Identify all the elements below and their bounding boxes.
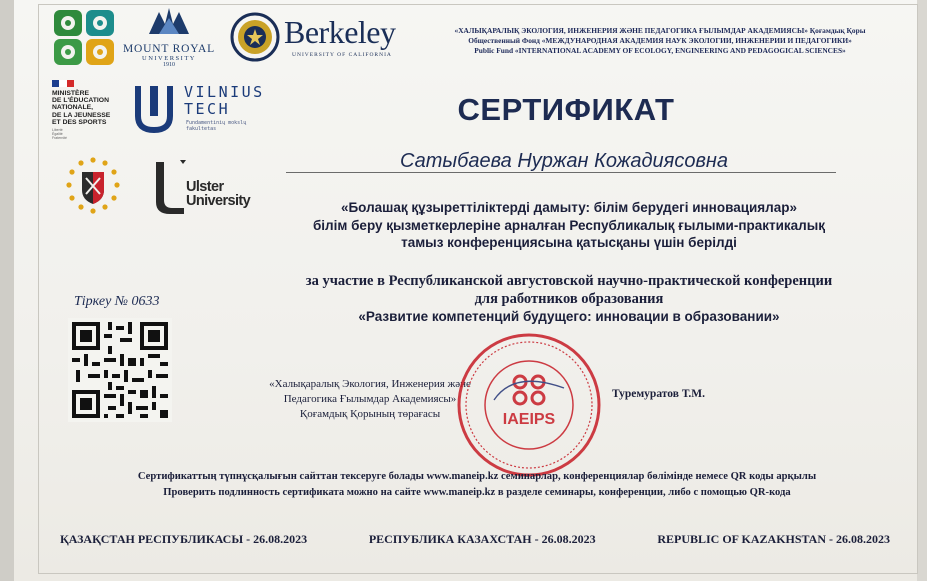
berkeley-name: Berkeley — [284, 14, 396, 50]
vilnius-name: VILNIUS TECH — [184, 83, 265, 118]
eu-stars-icon — [62, 154, 124, 218]
award-text-kz: «Болашақ құзыреттіліктерді дамыту: білім берудегі инновациялар» білім беру қызметкерлеріне арналған Республикалық ғылыми-практикалық тамыз конференциясына қатысқаны үшін берілді — [312, 200, 826, 250]
ministry-motto: Liberté Égalité Fraternité — [52, 128, 67, 141]
ministry-text: MINISTÈRE DE L'ÉDUCATION NATIONALE, DE LA JEUNESSE ET DES SPORTS — [52, 90, 111, 126]
award-text-ru: за участие в Республиканской августовской научно-практической конференции для работников образования «Развитие компетенций будущего: инновации в образовании» — [305, 273, 833, 324]
mount-royal-sub: UNIVERSITY — [142, 55, 196, 62]
certificate-title: СЕРТИФИКАТ — [457, 92, 675, 127]
berkeley-logo — [230, 12, 410, 62]
stamp-text: IAEIPS — [502, 411, 556, 428]
berkeley-seal-icon — [230, 12, 280, 62]
academy-line-ru: Общественный Фонд «МЕЖДУНАРОДНАЯ АКАДЕМИЯ НАУК ЭКОЛОГИИ, ИНЖЕНЕРИИ И ПЕДАГОГИКИ» — [468, 36, 852, 45]
footer-ru: РЕСПУБЛИКА КАЗАХСТАН - 26.08.2023 — [368, 532, 596, 546]
signer-name: Туремуратов Т.М. — [612, 388, 705, 400]
verification-ru: Проверить подлинность сертификата можно на сайте www.maneip.kz в разделе семинары, конференции, либо с помощью QR-кода — [163, 487, 791, 498]
qr-code-icon[interactable] — [68, 318, 172, 422]
iaeips-stamp-icon — [454, 330, 604, 480]
vilnius-mark-icon — [134, 84, 174, 134]
berkeley-sub: UNIVERSITY OF CALIFORNIA — [292, 52, 392, 58]
vilnius-sub: Fundamentinių mokslų fakultetas — [186, 120, 247, 132]
verification-note — [52, 469, 902, 501]
recipient-underline — [286, 172, 836, 173]
mount-royal-name: MOUNT ROYAL — [123, 43, 215, 55]
verification-kz: Сертификаттың түпнұсқалығын сайттан тексеруге болады www.maneip.kz семинарлар, конференциялар бөлімінде немесе QR коды арқылы — [137, 471, 817, 482]
registration-number: Тіркеу № 0633 — [74, 294, 160, 309]
footer-en: REPUBLIC OF KAZAKHSTAN - 26.08.2023 — [657, 532, 890, 546]
mount-royal-logo — [114, 6, 224, 78]
ulster-mark-icon — [150, 158, 186, 218]
academy-header — [434, 26, 886, 56]
ulster-name: Ulster University — [186, 179, 251, 209]
mount-royal-crest-icon — [145, 6, 193, 36]
footer-dates — [60, 532, 890, 547]
ministry-logo — [52, 80, 122, 150]
vilnius-tech-logo — [134, 84, 284, 138]
footer-kz: ҚАЗАҚСТАН РЕСПУБЛИКАСЫ - 26.08.2023 — [60, 532, 308, 546]
eco-logo-icon — [52, 8, 118, 68]
academy-line-en: Public Fund «INTERNATIONAL ACADEMY OF ECOLOGY, ENGINEERING AND PEDAGOGICAL SCIENCES» — [474, 46, 846, 55]
french-flag-icon — [52, 80, 74, 87]
chair-title: «Халықаралық Экология, Инженерия және Педагогика Ғылымдар Академиясы» Қоғамдық Қорының төрағасы — [269, 378, 471, 420]
academy-line-kz: «ХАЛЫҚАРАЛЫҚ ЭКОЛОГИЯ, ИНЖЕНЕРИЯ ЖӘНЕ ПЕДАГОГИКА ҒЫЛЫМДАР АКАДЕМИЯСЫ» Қоғамдық Қоры — [454, 26, 866, 35]
mount-royal-year: 1910 — [163, 62, 175, 68]
recipient-name: Сатыбаева Нуржан Кожадиясовна — [399, 150, 729, 172]
